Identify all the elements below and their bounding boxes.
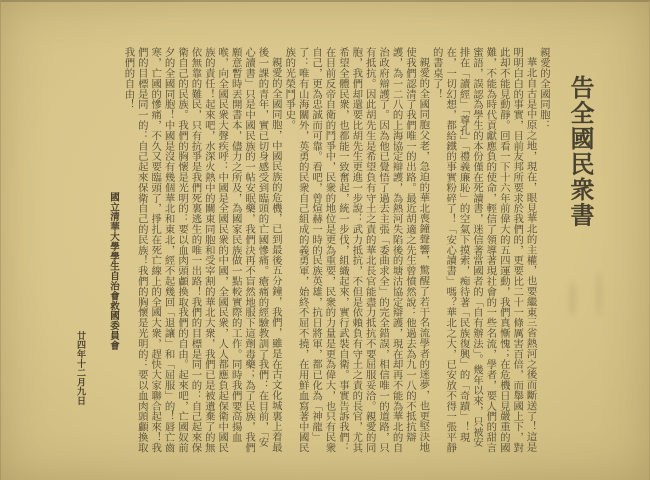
salutation: 親愛的全國同胞： [538, 47, 550, 131]
document-body [121, 47, 598, 457]
paragraph: 華北自古是中原之地，現在，眼見華北的主權，也要繼東三省熱河之後而斷送了！這是明明白白的事實，目前友邦所要求於我們的，更要比二十一條厲害百倍，而舉國上下，對此却不能見動靜。回看一下十六年前偉大的五四運動，我們真慚愧；在危機日見嚴重的國難，不能為時代貢獻應負的使命，輕信了領導著現社會的一些名流，學者，要人們的甜言蜜語，誤認為學生的本份僅在死讀書，迷信著當國者的「自有辦法」。幾年以來，只被安排在「讀經」「尊孔」「禮義廉恥」的空氣下摸索，痴待著「民族復興」的「奇蹟」！現在，一切幻想，都給鐵的事實粉碎了！「安心讀書」嗎？華北之大，已安放不得一張平靜的書桌了！ [430, 47, 537, 453]
document-title: 告全國民衆書 [566, 75, 595, 228]
paragraph: 親愛的全國同胞父老，急迫的華北喪鐘聲響，驚醒了若干名流學者的迷夢，也更堅決地使我們認清了我們唯一的出路。最近胡適之先生曾憤然說：他過去為九一八的不抵抗辯護，為一二八的上海協定辯護，為熱河失陷後的塘沽協定辯護，現在却再不能為華北的自治政府辯護了。因為他已覺悟了過去主張「委曲求全」的完全錯誤，相信唯一的道路，只有抵抗。因此胡先生是希望負有守土之責的華北長官能盡力抵抗不要屈服妥洽。親愛的同胞，我們却還要比胡先生更進一步說：武力抵抗，不但是依賴負有守土之責的長官，尤其希望全體民衆，也都能一致奮起，統一步伐，組織起來，實行武裝自衛。事實告訴我們：在目前反帝自衛的鬥爭中，民衆的地位是更為重要，民衆的力量是更為偉大，也只有民衆自己，更為忠誠而可靠。看吧，曾煊赫一時的民族英雄，抗日將軍，都已化為「神龍」了：唯有山海關外，英勇的民衆自己組成的義勇軍，始終不屈不撓，在用鮮血寫著中國民族的光榮鬥爭史。 [283, 47, 430, 453]
paragraph: 親愛的全國同胞，中國民族的危機，已到最後五分鐘，我們，雖是在古文化城裏上着最後一課的青年，實已切身感受到臨頭的亡國慘痛。瘡痛的經驗教訓了我們：在目前，「安心讀書」只是中國民族的一帖安眠藥，我們決再不盲然地服下這劑毒藥；為了民族，我們願意暫時丟開書本，儘力之所及，為國家民族做一點較實際的工作。同時我們要高揚血喉，向全國民衆大聲疾呼：中國是全國民衆的中國，全國民衆，人人都應負起保衛中國民族的責任！起來吧，水深火熱中的關東同胞和受宰割的華北大衆，我們已是被遺棄了的無依無靠的難民，只有抗爭是我們死裏逃生的唯一出路！我們的目標是同一的：自己起來保衛自己的民族。我們的胸懷是光明的：要以血肉頭顱換取我們的自由。起來吧，亡國奴前夕的全國同胞！中國是沒有幾個華北和東北，經不起幾回「退讓」和「屈服」的！唇亡齒寒，亡國的慘痛，不久又要臨頭了，掙扎在死亡線上的全國大衆，趕快大家聯合起來！我們的目標是同一的：自己起來保衛自己的民族！我們的胸懷是光明的：要以血肉頭顱換取我們的自由！ [122, 47, 282, 453]
date-line: 廿四年十二月九日 [75, 331, 85, 406]
signature: 國立清華大學學生自治會救國委員會 [108, 192, 119, 351]
